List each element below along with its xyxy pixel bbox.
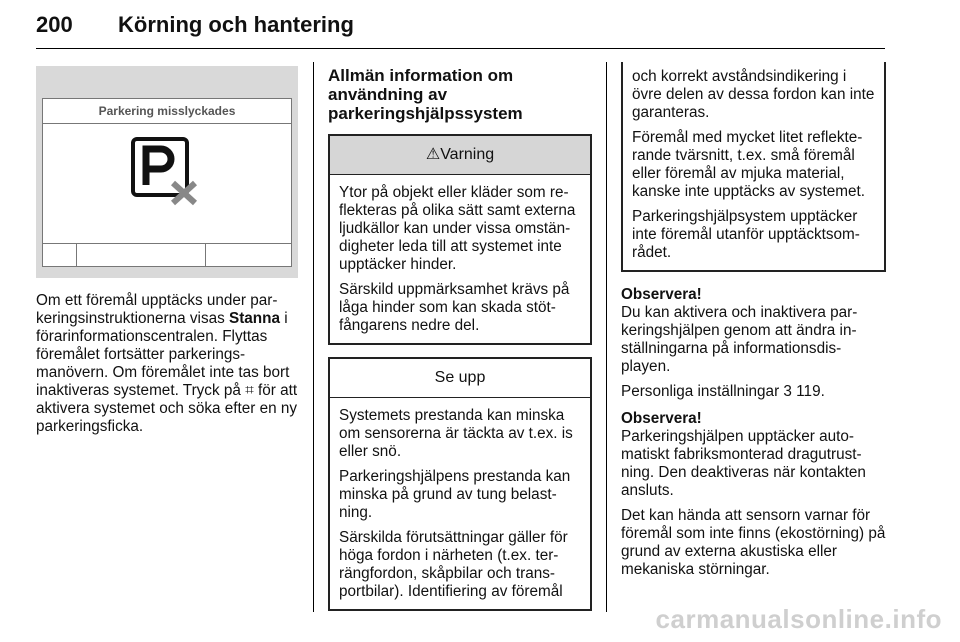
note-title: Observera! [621,286,702,303]
caution-paragraph: Parkeringshjälpens prestanda kan minska på grund av tung belast-ning. [339,468,571,521]
column-left [36,66,298,436]
column-right [621,62,886,579]
page-header [36,0,885,50]
note-section [621,410,886,579]
chapter-title: Körning och hantering [118,12,354,37]
column-divider [313,62,314,612]
header-divider [36,48,885,49]
note-text: Parkeringshjälpen upptäcker auto-matiskt fabriksmonterad dragutrust-ning. Den deaktiveras när kontakten ansluts. [621,428,866,499]
caution-header: Se upp [330,359,590,398]
watermark: carmanualsonline.info [655,604,942,634]
caution-paragraph: och korrekt avståndsindikering i övre delen av dessa fordon kan inte garanteras. [632,68,875,121]
warning-header [330,136,590,175]
page-number: 200 [36,12,73,37]
note-text: Det kan hända att sensorn varnar för föremål som inte finns (ekostörning) på grund av externa akustiska eller mekaniska störningar. [621,507,886,578]
body-paragraph: Om ett föremål upptäcks under par-keringsinstruktionerna visas Stanna i förarinformationscentralen. Flyttas föremålet fortsätter parkerings-manövern. Om föremålet inte tas bort inaktiveras systemet. Tryck på ⌗ för att aktivera systemet och söka efter en ny parkeringsficka. [36,292,298,435]
warning-paragraph: Särskild uppmärksamhet krävs på låga hinder som kan skada stöt-fångarens nedre del. [339,281,570,334]
note-section [621,286,886,401]
stop-message: Stanna [229,310,280,327]
column-divider [606,62,607,612]
cross-reference: Personliga inställningar 3 119. [621,383,825,400]
display-softkey-bar [43,243,291,267]
warning-box [328,134,592,345]
parking-failed-icon [131,137,203,207]
column-middle [328,66,592,611]
section-heading: Allmän information om användning av parkeringshjälpssystem [328,66,523,123]
display-illustration [36,66,298,278]
caution-paragraph: Särskilda förutsättningar gäller för höga fordon i närheten (t.ex. ter-rängfordon, skåpbilar och trans-portbilar). Identifiering av föremål [339,529,568,600]
info-display [42,98,292,267]
display-title: Parkering misslyckades [43,99,291,124]
parking-button-icon: ⌗ [245,382,254,399]
caution-paragraph: Föremål med mycket litet reflekte-rande tvärsnitt, t.ex. små föremål eller föremål av mjuka material, kanske inte upptäcks av systemet. [632,129,865,200]
caution-paragraph: Systemets prestanda kan minska om sensorerna är täckta av t.ex. is eller snö. [339,407,573,460]
note-text: Du kan aktivera och inaktivera par-keringshjälpen genom att ändra in-ställningarna på informationsdis-playen. [621,304,858,375]
caution-paragraph: Parkeringshjälpsystem upptäcker inte föremål utanför upptäcktsom-rådet. [632,208,860,261]
warning-icon: ⚠ [425,146,441,163]
warning-title: Varning [440,146,495,163]
caution-box-continued [621,62,886,272]
caution-box [328,357,592,611]
warning-paragraph: Ytor på objekt eller kläder som re-flekteras på olika sätt samt externa ljudkällor kan under vissa omstän-digheter leda till att systemet inte upptäcker hinder. [339,184,576,273]
arrow-icon: 3 [783,383,792,400]
note-title: Observera! [621,410,702,427]
